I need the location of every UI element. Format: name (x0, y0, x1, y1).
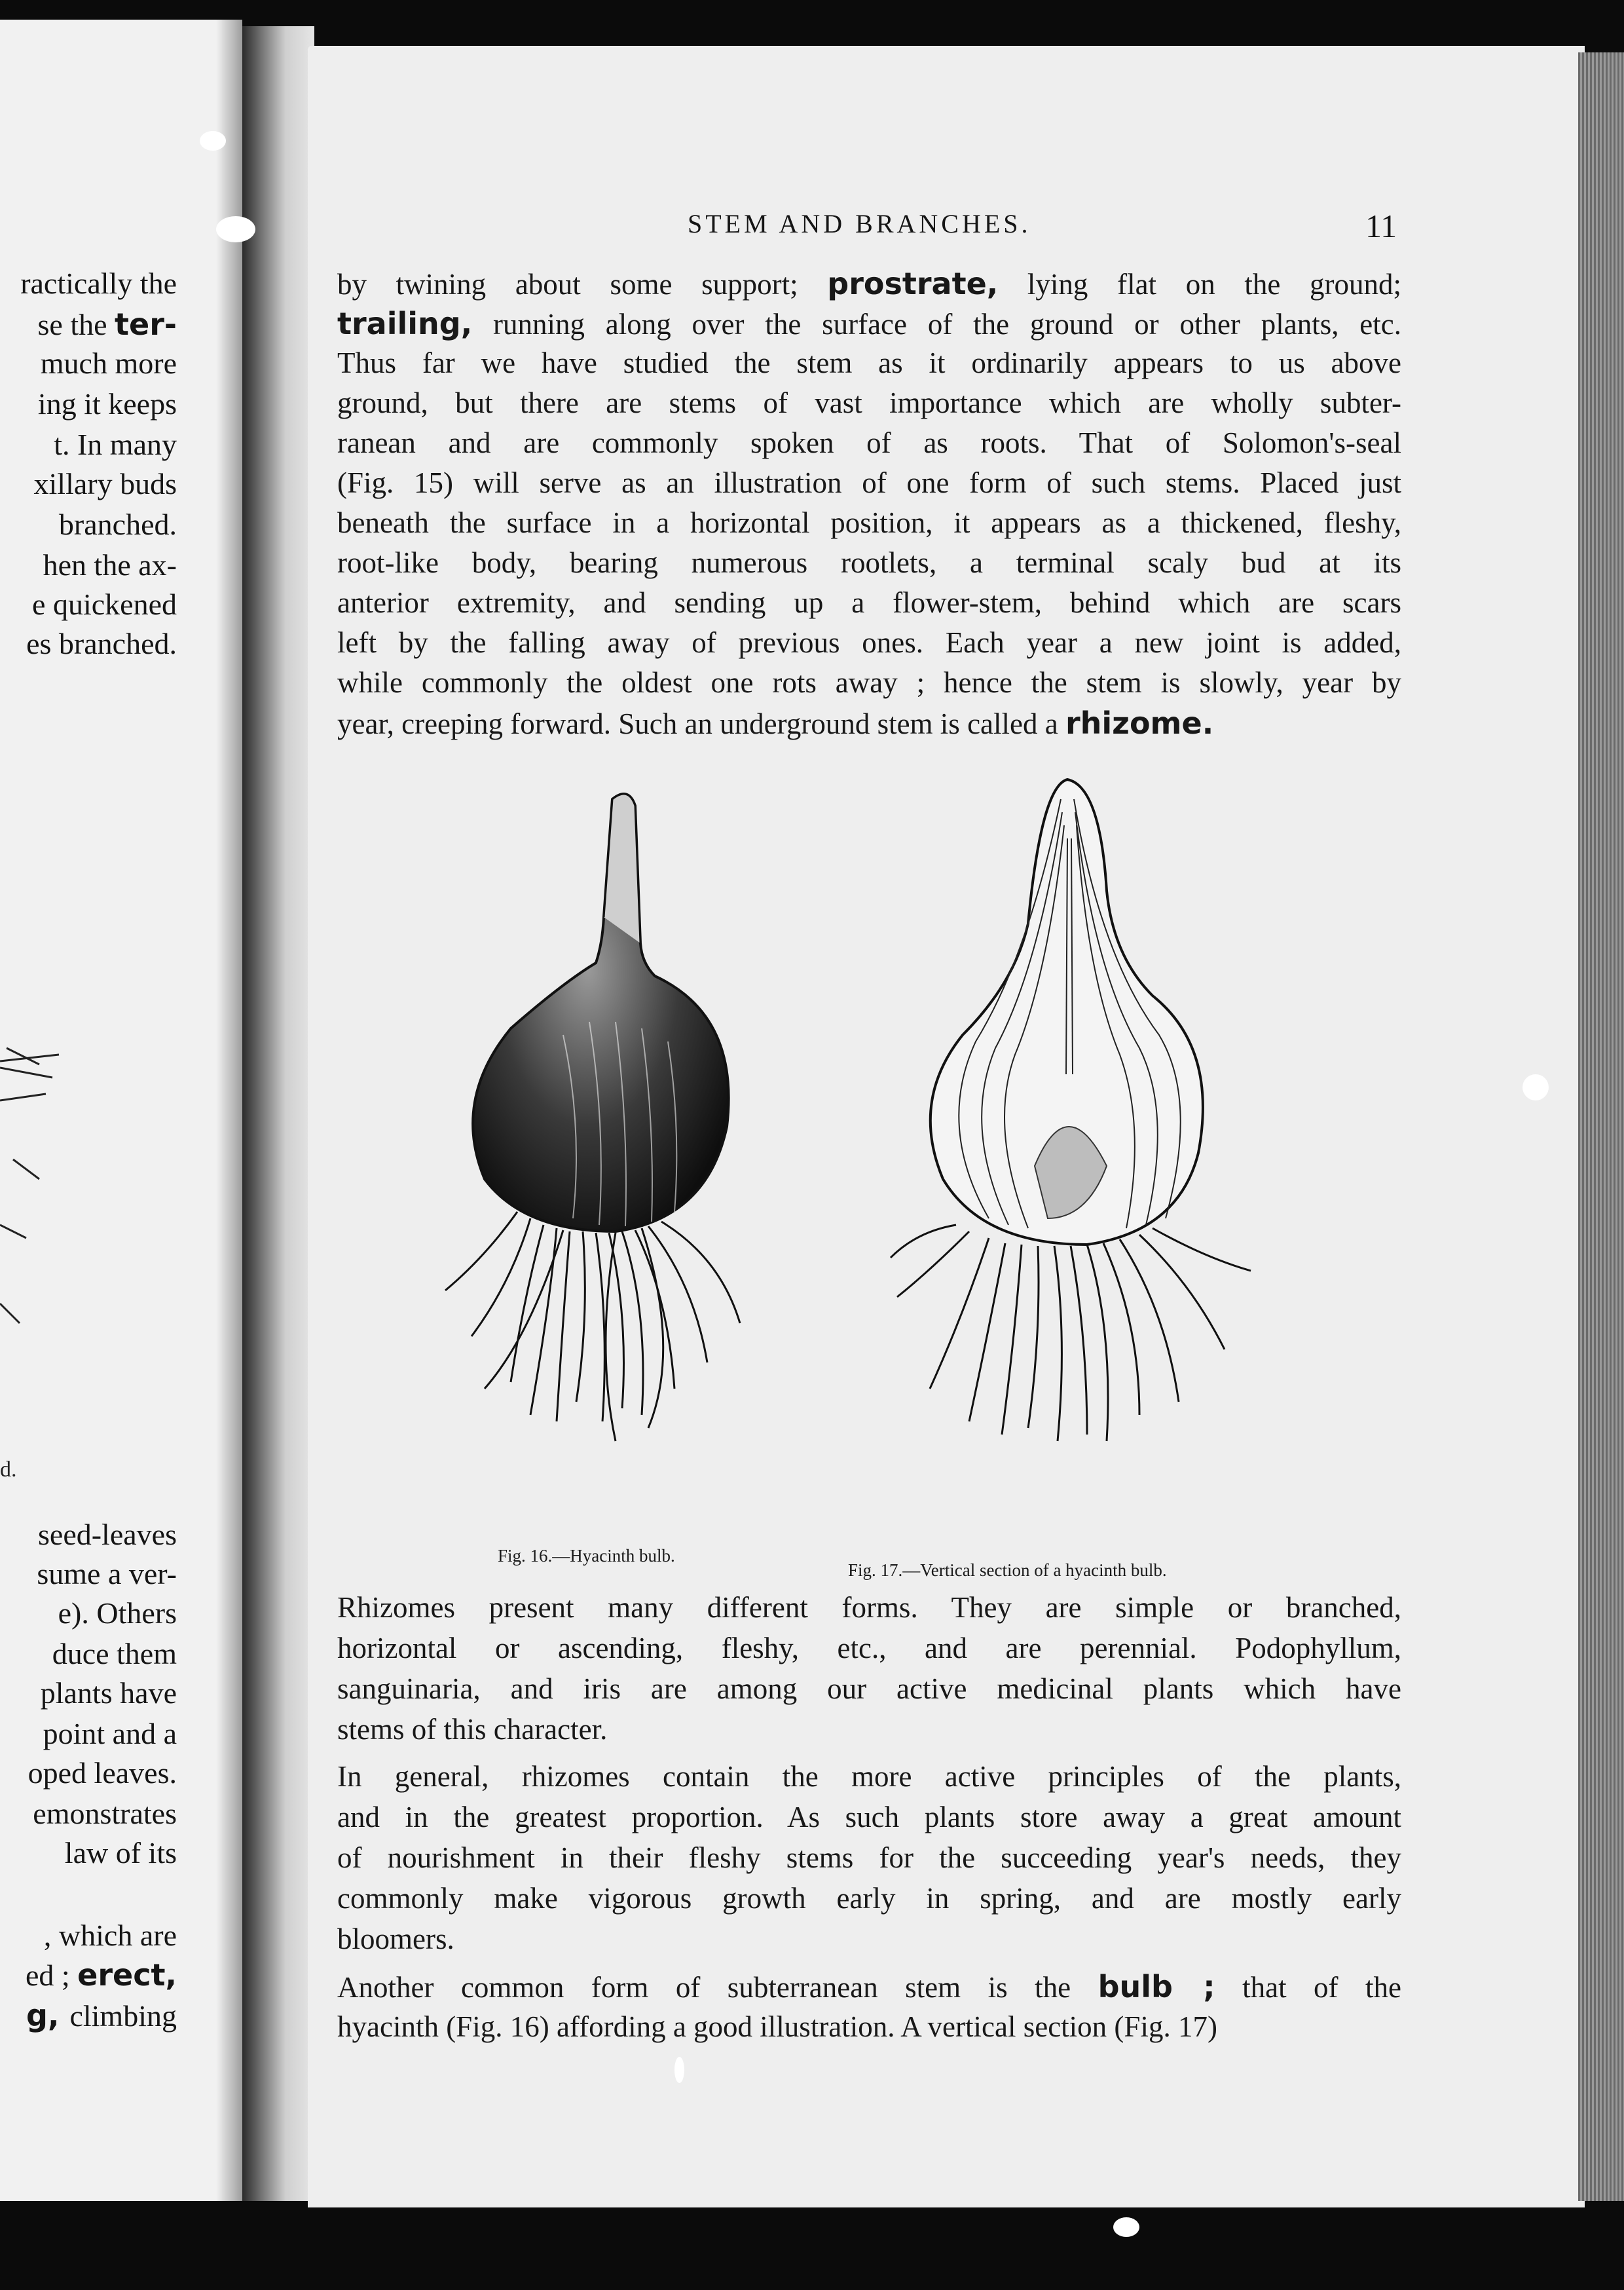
text-line (337, 1803, 1401, 1832)
fig17-caption: Fig. 17.—Vertical section of a hyacinth bulb. (848, 1560, 1167, 1580)
text-line (337, 1969, 1401, 2004)
text-run: ranean and are commonly spoken of as roots. That of Solomon's-seal (337, 426, 1401, 459)
scan-speck (1522, 1074, 1549, 1100)
text-run: plants have (40, 1676, 177, 1710)
text-run: branched. (58, 508, 177, 541)
text-run: horizontal or ascending, fleshy, etc., and are perennial. Podophyllum, (337, 1632, 1401, 1664)
text-line (337, 548, 1401, 578)
hyacinth-illustrations (432, 760, 1297, 1546)
left-page-line (34, 469, 177, 499)
text-line (337, 1762, 1401, 1792)
text-run: hen the ax- (43, 548, 177, 582)
text-line (337, 628, 1401, 658)
text-run: oped leaves. (28, 1756, 177, 1790)
text-run: emonstrates (33, 1797, 177, 1830)
running-head: STEM AND BRANCHES. (688, 209, 1031, 238)
left-page-line (26, 2000, 177, 2031)
text-line (337, 668, 1401, 698)
scan-speck (216, 216, 255, 242)
left-page-line (25, 1957, 177, 1993)
text-line (337, 1593, 1401, 1623)
text-line (337, 705, 1214, 741)
text-run: sume a ver- (37, 1557, 177, 1590)
text-line (337, 306, 1401, 341)
left-page-figure-fragment (0, 1028, 65, 1421)
text-run: much more (40, 347, 177, 380)
text-line (337, 1634, 1401, 1663)
text-run: In general, rhizomes contain the more active principles of the plants, (337, 1760, 1401, 1793)
text-run: es branched. (26, 627, 177, 660)
text-run: beneath the surface in a horizontal position, it appears as a thickened, fleshy, (337, 506, 1401, 539)
text-line (337, 1924, 454, 1954)
text-run: year, creeping forward. Such an underground stem is called a (337, 707, 1065, 740)
left-page-line (54, 430, 177, 460)
text-run: running along over the surface of the ground or other plants, etc. (472, 308, 1401, 341)
left-page-line (58, 1598, 177, 1628)
left-page-line (33, 1799, 177, 1829)
left-page-line (59, 510, 177, 540)
left-page-line (43, 1719, 177, 1749)
text-line (337, 388, 1401, 418)
left-page-line (26, 629, 177, 659)
text-line (337, 508, 1401, 538)
text-run: and in the greatest proportion. As such plants store away a great amount (337, 1801, 1401, 1833)
left-page-line (43, 550, 177, 580)
text-run: law of its (64, 1836, 177, 1869)
left-page-line (37, 1559, 177, 1589)
left-page-line (41, 1678, 177, 1708)
text-run: xillary buds (33, 467, 177, 500)
book-spine-gutter (242, 26, 314, 2201)
text-run: ing it keeps (37, 387, 177, 421)
bold-term: g, (26, 1998, 70, 2033)
text-run: while commonly the oldest one rots away ; hence the stem is slowly, year by (337, 666, 1401, 699)
page-stack-edge (1578, 52, 1624, 2201)
text-line (337, 588, 1401, 618)
text-run: ground, but there are stems of vast importance which are wholly subter- (337, 386, 1401, 419)
text-run: t. In many (54, 428, 177, 461)
left-page-line (44, 1921, 177, 1951)
left-page-line (38, 389, 177, 419)
text-run: , which are (43, 1919, 177, 1952)
left-page-line (20, 269, 177, 299)
figures (432, 760, 1297, 1546)
text-run: se the (37, 308, 115, 341)
text-run: ed ; (25, 1959, 78, 1992)
text-line (337, 348, 1401, 378)
text-line (337, 266, 1401, 301)
left-page-line (65, 1838, 177, 1868)
left-page-line (28, 1758, 177, 1788)
text-run: lying flat on the ground; (998, 268, 1401, 301)
gutter-shadow (216, 20, 242, 2201)
bold-term: ter- (115, 307, 177, 342)
scan-speck (674, 2057, 684, 2083)
text-run: e). Others (58, 1596, 177, 1630)
text-run: duce them (52, 1637, 177, 1670)
left-page-line (41, 348, 177, 379)
text-run: left by the falling away of previous ones. Each year a new joint is added, (337, 626, 1401, 659)
hyacinth-bulb-section-figure (891, 779, 1251, 1441)
text-line (337, 1884, 1401, 1913)
text-run: that of the (1215, 1971, 1401, 2004)
text-run: Thus far we have studied the stem as it ordinarily appears to us above (337, 347, 1401, 379)
text-line (337, 2012, 1217, 2042)
text-run: seed-leaves (38, 1518, 177, 1551)
text-run: of nourishment in their fleshy stems for the succeeding year's needs, they (337, 1841, 1401, 1874)
text-run: bloomers. (337, 1923, 454, 1955)
text-run: sanguinaria, and iris are among our active medicinal plants which have (337, 1672, 1401, 1705)
left-page-line (38, 1520, 177, 1550)
left-facing-page (0, 20, 242, 2201)
left-page-line (32, 590, 177, 620)
text-run: point and a (43, 1717, 177, 1750)
text-line (337, 1674, 1401, 1704)
hyacinth-bulb-figure (445, 794, 740, 1441)
bold-term: trailing, (337, 306, 473, 341)
text-run: commonly make vigorous growth early in spring, and are mostly early (337, 1882, 1401, 1915)
bold-term: prostrate, (827, 266, 999, 301)
bold-term: bulb ; (1098, 1969, 1215, 2004)
text-run: hyacinth (Fig. 16) affording a good illustration. A vertical section (Fig. 17) (337, 2010, 1217, 2043)
fig16-caption: Fig. 16.—Hyacinth bulb. (498, 1546, 675, 1566)
text-run: root-like body, bearing numerous rootlets, a terminal scaly bud at its (337, 546, 1401, 579)
text-run: (Fig. 15) will serve as an illustration of one form of such stems. Placed just (337, 466, 1401, 499)
text-run: Rhizomes present many different forms. They are simple or branched, (337, 1591, 1401, 1624)
bold-term: rhizome. (1065, 705, 1214, 741)
text-line (337, 1843, 1401, 1873)
text-run: anterior extremity, and sending up a flower-stem, behind which are scars (337, 586, 1401, 619)
left-page-line (52, 1639, 177, 1669)
scan-speck (1113, 2217, 1139, 2237)
bold-term: erect, (77, 1957, 177, 1993)
scan-speck (200, 131, 226, 151)
text-line (337, 428, 1401, 458)
left-page-caption-fragment: d. (0, 1457, 17, 1482)
text-run: e quickened (32, 588, 177, 621)
text-run: climbing (69, 1999, 177, 2033)
text-run: ractically the (20, 267, 177, 300)
text-line (337, 468, 1401, 498)
text-run: Another common form of subterranean stem is the (337, 1971, 1098, 2004)
page-number: 11 (1365, 208, 1397, 244)
text-run: by twining about some support; (337, 268, 828, 301)
text-line (337, 1715, 607, 1744)
left-page-line (38, 309, 177, 340)
text-run: stems of this character. (337, 1713, 608, 1746)
